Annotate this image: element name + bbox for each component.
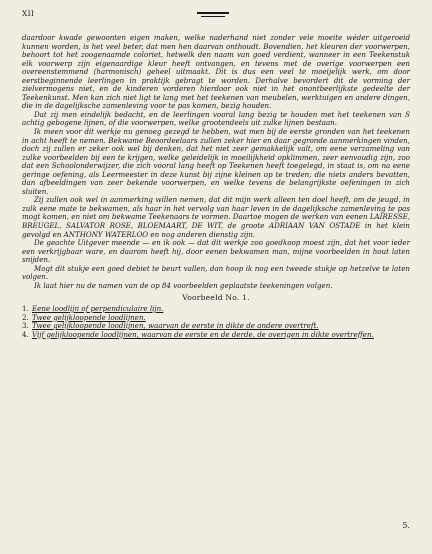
- paragraph-6: Mogt dit stukje een goed debiet te beurt vallen, dan hoop ik nog een tweede stukje op hetzelve te laten volgen.: [22, 263, 410, 282]
- paragraph-5: De geachte Uitgever meende — en ik ook — dat dit werkje zoo goedkoop moest zijn, dat het voor ieder een verkrijgbaar ware, en daarom heeft hij, door eenen bekwamen man, mijne voorbeelden in hout laten snijden.: [22, 238, 410, 265]
- list-item-text: Twee gelijkloopende loodlijnen, waarvan de eerste in dikte de andere overtreft.: [32, 321, 319, 331]
- example-list: [22, 305, 410, 339]
- list-item-number: 3.: [22, 321, 29, 331]
- header-ornament: [197, 12, 229, 14]
- paragraph-4: Zij zullen ook wel in aanmerking willen nemen, dat dit mijn werk alleen ten doel heeft, om de jeugd, in zulk eene mate te bekwamen, als haar in het vervolg van haar leven in de dagelijksche zamenleving te pas mogt komen, en niet om bekwame Teekenaars te vormen. Daartoe mogen de werken van eenen LAIRESSE, BREUGEL, SALVATOR ROSE, BLOEMAART, DE WIT, de groote ADRIAAN VAN OSTADE in het klein gevolgd en ANTHONY WATERLOO en nog anderen dienstig zijn.: [22, 195, 410, 239]
- list-item-text: Twee gelijkloopende loodlijnen.: [32, 312, 146, 322]
- list-item-number: 2.: [22, 312, 29, 322]
- list-item-text: Vijf gelijkloopende loodlijnen, waarvan de eerste en de derde, de overigen in dikte overtreffen.: [32, 329, 374, 339]
- paragraph-1: daardoor kwade gewoonten eigen maken, welke naderhand niet zonder vele moeite wéder uitgeroeid kunnen worden, is het veel beter, dat men hen daarvan onthoudt. Bovendien, het kleuren der voorwerpen, behoort tot het zoogenaamde coloriet, hetwelk den naam van goed verdient, wanneer in een Teekenstuk elk voorwerp zijn eigenaardige kleur heeft ontvangen, en tevens met de overige voorwerpen een overeenstemmend (harmonisch) geheel uitmaakt. Dit is dus een veel te moeijelijk werk, om door eerstbeginnende leerlingen in praktijk gebragt te worden. Derhalve bevordert dit de vorming der zielvermogens niet, en de kinderen vorderen hierdoor ook niet in het onontbeerlijkste gedeelte der Teekenkunst. Men kan zich niet ligt te lang met het teekenen van meubelen, werktuigen en andere dingen, die in de dagelijksche zamenleving voor te pas komen, bezig houden.: [22, 33, 410, 111]
- paragraph-7: Ik laat hier nu de namen van de op 84 voorbeelden geplaatste teekeningen volgen.: [34, 280, 333, 290]
- list-item: [22, 331, 410, 340]
- list-item-number: 4.: [22, 329, 29, 339]
- signature-mark: 5.: [402, 521, 410, 530]
- paragraph-3: Ik meen voor dit werkje nu genoeg gezegd te hebben, wat men bij de eerste gronden van het teekenen in acht heeft te nemen. Bekwame Beoordeelaars zullen zeker hier en daar gegronde aanmerkingen vinden, doch zij zullen er zeker ook wel bij denken, dat het niet zeer gemakkelijk valt, om eene verzameling van zulke voorbeelden bij een te krijgen, welke geleidelijk in moeilijkheid opklimmen, zeer eenvoudig zijn, zoo dat een Schoolonderwijzer, die zich vooral lang heeft op Teekenen heeft toegelegd, in staat is, om na eene geringe oefening, als Leermeester in deze kunst bij zijne kleinen op te treden; die niets anders bevatten, dan afbeeldingen van zeer bekende voorwerpen, en welke tevens de belangrijkste oefeningen in zich sluiten.: [22, 127, 410, 196]
- page-number: XII: [22, 9, 35, 18]
- page-body: [22, 34, 410, 339]
- section-title: Voorbeeld No. 1.: [182, 293, 250, 303]
- paragraph-2: Dat zij men eindelijk bedacht, en de leerlingen vooral lang bezig te houden met het teekenen van S achtig gebogene lijnen, of die voorwerpen, welke grootendeels uit zulke lijnen bestaan.: [22, 109, 410, 128]
- list-item-number: 1.: [22, 303, 29, 313]
- list-item-text: Eene loodlijn of perpendiculaire lijn.: [32, 303, 164, 313]
